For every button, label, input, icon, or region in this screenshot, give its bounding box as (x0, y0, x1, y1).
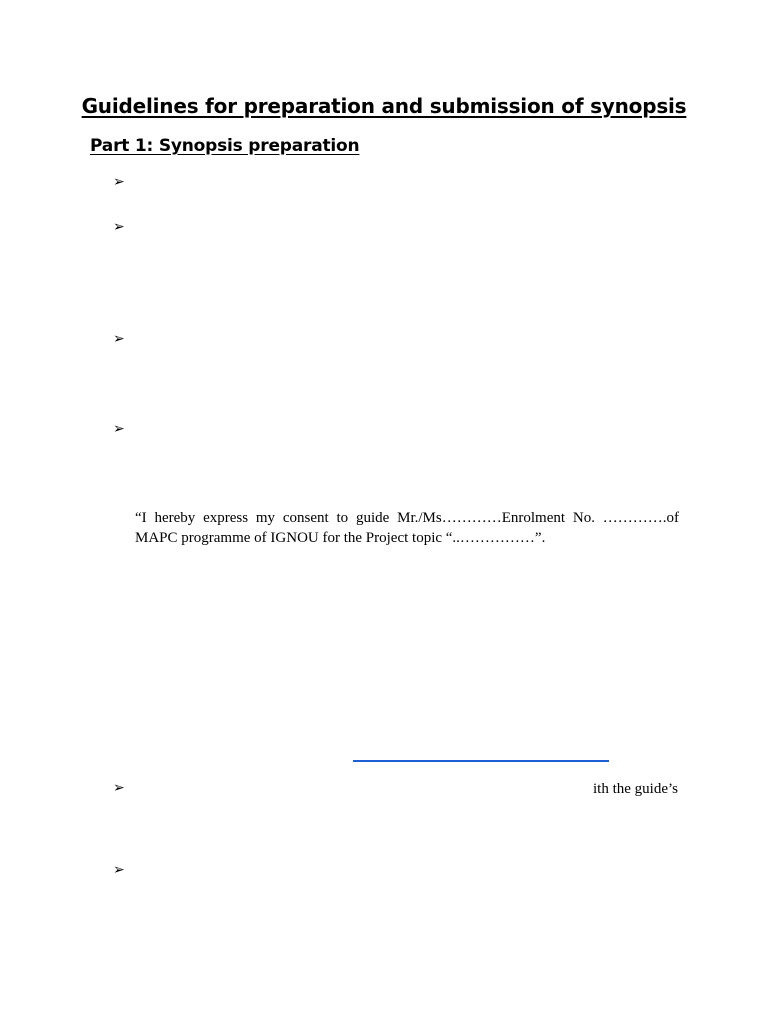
bullet-arrow-icon: ➢ (113, 331, 125, 347)
consent-statement (135, 508, 679, 548)
consent-line: MAPC programme of IGNOU for the Project topic “..……………”. (135, 530, 546, 546)
section-heading: Part 1: Synopsis preparation (90, 136, 360, 156)
partial-text-fragment: ith the guide’s (593, 781, 678, 797)
document-title: Guidelines for preparation and submission of synopsis (81, 94, 687, 118)
bullet-arrow-icon: ➢ (113, 780, 125, 796)
link-underline[interactable] (353, 760, 609, 762)
bullet-arrow-icon: ➢ (113, 421, 125, 437)
bullet-arrow-icon: ➢ (113, 174, 125, 190)
bullet-arrow-icon: ➢ (113, 862, 125, 878)
bullet-arrow-icon: ➢ (113, 219, 125, 235)
consent-line: “I hereby express my consent to guide Mr./Ms…………Enrolment No. ………….of (135, 510, 679, 526)
